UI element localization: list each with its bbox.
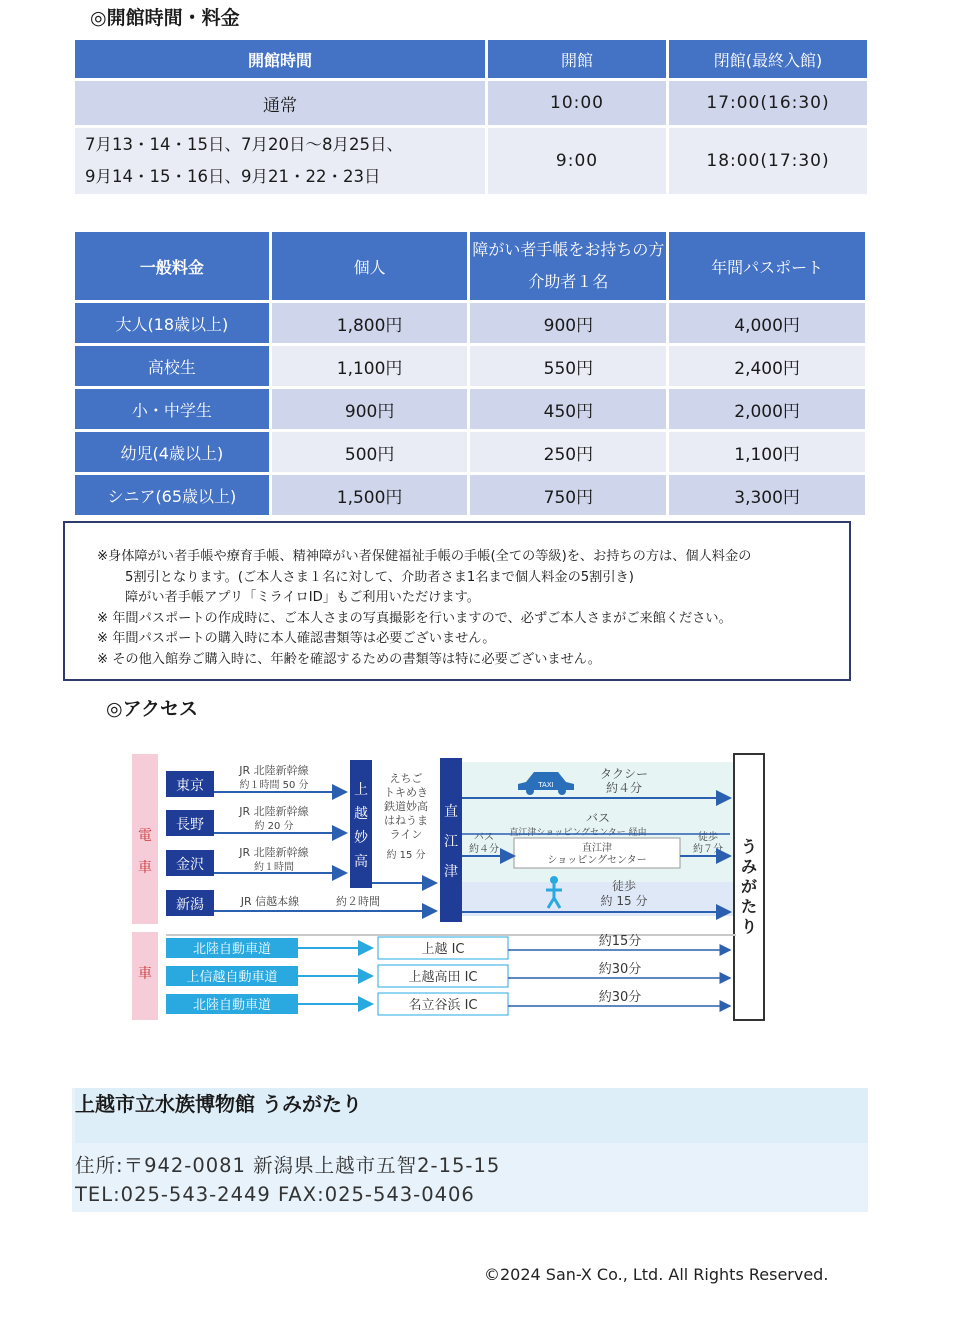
destination-char: た xyxy=(740,897,758,916)
table-row xyxy=(75,81,867,125)
destination-char: う xyxy=(740,837,758,856)
station1-char: 高 xyxy=(354,854,368,870)
fee-disability: 750円 xyxy=(470,475,666,515)
fees-header-general: 一般料金 xyxy=(75,232,269,300)
transfer-text: はねうま xyxy=(384,814,428,827)
transfer-time: 約 15 分 xyxy=(386,850,426,861)
transfer-text: 鉄道妙高 xyxy=(384,800,428,813)
ic-name: 上越 IC xyxy=(421,942,465,957)
station2-char: 津 xyxy=(444,864,458,880)
access-map xyxy=(130,748,766,1024)
station1-char: 越 xyxy=(354,806,368,822)
note-line: ※ 年間パスポートの購入時に本人確認書類等は必要ございません。 xyxy=(97,631,496,647)
bus-time-label: バス xyxy=(474,832,494,843)
drive-time: 約15分 xyxy=(598,934,642,949)
fee-category: シニア(65歳以上) xyxy=(75,475,269,515)
origin-label: 新潟 xyxy=(176,897,204,913)
note-line: 5割引となります。(ご本人さま１名に対して、介助者さま1名まで個人料金の5割引き) xyxy=(125,569,634,585)
station1-char: 妙 xyxy=(354,830,368,846)
bus-walk-time: 約７分 xyxy=(693,844,723,855)
fees-header-individual: 個人 xyxy=(272,232,468,300)
ic-name: 上越高田 IC xyxy=(408,970,478,985)
museum-name: 上越市立水族博物館 うみがたり xyxy=(75,1088,868,1143)
fee-disability: 900円 xyxy=(470,303,666,343)
fee-disability: 550円 xyxy=(470,346,666,386)
note-line: ※身体障がい者手帳や療育手帳、精神障がい者保健福祉手帳の手帳(全ての等級)を、お持ちの方は、個人料金の xyxy=(97,549,752,564)
hours-open: 10:00 xyxy=(488,81,666,125)
table-row xyxy=(75,432,865,472)
expressway-name: 北陸自動車道 xyxy=(192,942,272,957)
line-time: 約 20 分 xyxy=(254,821,294,832)
walk-time: 約 15 分 xyxy=(600,894,648,908)
hours-open: 9:00 xyxy=(488,128,666,194)
museum-info-box xyxy=(72,1088,868,1212)
museum-phone-fax: TEL:025-543-2449 FAX:025-543-0406 xyxy=(75,1183,475,1206)
fees-header-disability-line: 介助者１名 xyxy=(528,272,609,291)
fee-annual: 2,000円 xyxy=(669,389,865,429)
origin-label: 東京 xyxy=(176,778,204,794)
museum-address: 住所:〒942-0081 新潟県上越市五智2-15-15 xyxy=(75,1154,501,1177)
table-row xyxy=(75,389,865,429)
bus-stop-name: ショッピングセンター xyxy=(547,855,647,866)
hours-header-period: 開館時間 xyxy=(75,40,485,78)
notes-box xyxy=(63,521,851,681)
station2-char: 直 xyxy=(444,804,458,820)
ic-name: 名立谷浜 IC xyxy=(408,998,478,1013)
fee-individual: 1,800円 xyxy=(272,303,468,343)
hours-table xyxy=(72,37,870,197)
fee-category: 幼児(4歳以上) xyxy=(75,432,269,472)
hours-close: 18:00(17:30) xyxy=(669,128,867,194)
fee-individual: 500円 xyxy=(272,432,468,472)
expressway-name: 北陸自動車道 xyxy=(192,998,272,1013)
expressway-name: 上信越自動車道 xyxy=(186,970,278,985)
fee-annual: 3,300円 xyxy=(669,475,865,515)
transfer-text: トキめき xyxy=(384,786,428,799)
hours-header-open: 開館 xyxy=(488,40,666,78)
copyright: ©2024 San-X Co., Ltd. All Rights Reserved. xyxy=(484,1265,829,1284)
line-time: 約２時間 xyxy=(336,895,380,908)
table-row xyxy=(75,346,865,386)
car-label: 車 xyxy=(138,966,152,982)
line-time: 約１時間 xyxy=(254,862,294,873)
taxi-label: タクシー xyxy=(599,767,649,781)
fees-header-disability-line: 障がい者手帳をお持ちの方 xyxy=(472,240,665,259)
bus-label: バス xyxy=(585,811,611,825)
bus-stop-name: 直江津 xyxy=(582,843,612,854)
access-section-title: ◎アクセス xyxy=(106,698,199,720)
hours-header-close: 閉館(最終入館) xyxy=(669,40,867,78)
line-name: JR 北陸新幹線 xyxy=(239,805,309,818)
destination-char: が xyxy=(740,877,758,896)
bus-time: 約４分 xyxy=(469,844,499,855)
walk-band xyxy=(460,882,736,916)
hours-period-line: 7月13・14・15日、7月20日～8月25日、 xyxy=(85,135,403,154)
train-label: 電 xyxy=(138,828,152,844)
train-label: 車 xyxy=(138,860,152,876)
hours-close: 17:00(16:30) xyxy=(669,81,867,125)
table-row xyxy=(75,475,865,515)
line-name: JR 北陸新幹線 xyxy=(239,764,309,777)
walk-label: 徒歩 xyxy=(611,879,637,893)
hours-section-title: ◎開館時間・料金 xyxy=(90,7,240,29)
fees-table xyxy=(72,229,868,518)
table-row xyxy=(75,303,865,343)
line-name: JR 信越本線 xyxy=(240,895,300,908)
bus-walk-label: 徒歩 xyxy=(698,832,718,843)
drive-time: 約30分 xyxy=(598,962,642,977)
bus-route: 直江津ショッピングセンター 経由 xyxy=(509,828,647,838)
note-line: ※ 年間パスポートの作成時に、ご本人さまの写真撮影を行いますので、必ずご本人さまがご来館ください。 xyxy=(97,610,732,626)
fees-header-annual: 年間パスポート xyxy=(669,232,865,300)
table-row xyxy=(75,128,867,194)
origin-label: 金沢 xyxy=(176,857,204,873)
hours-period: 通常 xyxy=(75,81,485,125)
fee-disability: 450円 xyxy=(470,389,666,429)
hours-period-line: 9月14・15・16日、9月21・22・23日 xyxy=(85,167,381,186)
station1-char: 上 xyxy=(354,782,368,798)
fee-annual: 1,100円 xyxy=(669,432,865,472)
transfer-text: えちご xyxy=(389,772,423,785)
fee-individual: 900円 xyxy=(272,389,468,429)
fee-annual: 2,400円 xyxy=(669,346,865,386)
fees-header-disability xyxy=(470,232,666,300)
destination-char: み xyxy=(740,857,758,876)
fee-category: 小・中学生 xyxy=(75,389,269,429)
transfer-text: ライン xyxy=(389,828,423,841)
origin-label: 長野 xyxy=(176,817,204,833)
fee-category: 大人(18歳以上) xyxy=(75,303,269,343)
fee-annual: 4,000円 xyxy=(669,303,865,343)
taxi-sign: TAXI xyxy=(538,781,554,789)
destination-char: り xyxy=(740,917,758,936)
drive-time: 約30分 xyxy=(598,990,642,1005)
fee-individual: 1,100円 xyxy=(272,346,468,386)
note-line: ※ その他入館券ご購入時に、年齢を確認するための書類等は特に必要ございません。 xyxy=(97,651,601,667)
taxi-time: 約４分 xyxy=(605,781,643,795)
line-time: 約１時間 50 分 xyxy=(239,780,309,791)
note-line: 障がい者手帳アプリ「ミライロID」もご利用いただけます。 xyxy=(125,590,480,606)
fee-disability: 250円 xyxy=(470,432,666,472)
fee-category: 高校生 xyxy=(75,346,269,386)
station2-char: 江 xyxy=(444,834,458,850)
fee-individual: 1,500円 xyxy=(272,475,468,515)
line-name: JR 北陸新幹線 xyxy=(239,846,309,859)
hours-period-special xyxy=(75,128,485,194)
